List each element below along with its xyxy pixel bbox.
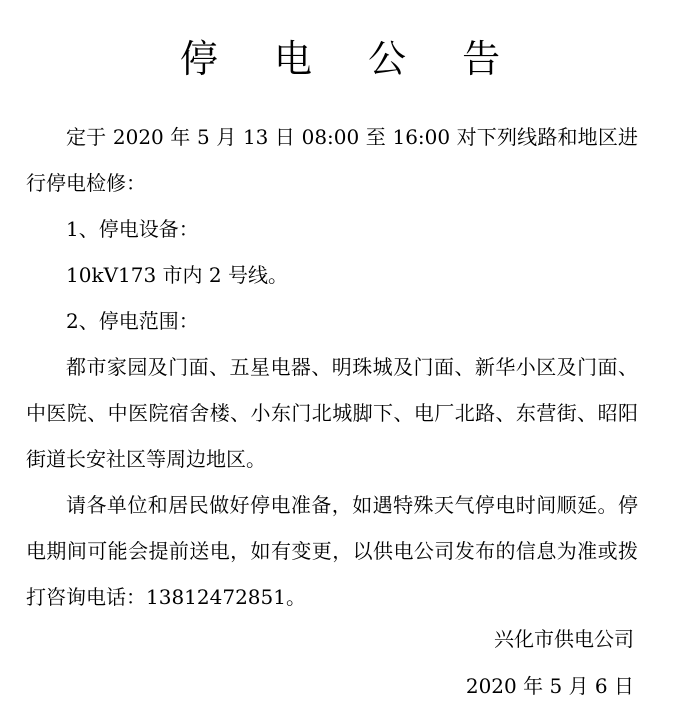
paragraph-scope: 都市家园及门面、五星电器、明珠城及门面、新华小区及门面、中医院、中医院宿舍楼、小东门北城脚下、电厂北路、东营街、昭阳街道长安社区等周边地区。 [26, 355, 638, 471]
paragraph-scope-heading: 2、停电范围： [66, 309, 199, 333]
paragraph-schedule: 定于 2020 年 5 月 13 日 08:00 至 16:00 对下列线路和地区进行停电检修： [26, 125, 638, 195]
paragraph-equipment-heading: 1、停电设备： [66, 217, 199, 241]
signature-organization: 兴化市供电公司 [494, 627, 634, 651]
paragraph-equipment: 10kV173 市内 2 号线。 [66, 263, 288, 287]
notice-body [26, 114, 638, 620]
paragraph-advice: 请各单位和居民做好停电准备，如遇特殊天气停电时间顺延。停电期间可能会提前送电，如有变更，以供电公司发布的信息为准或拨打咨询电话：13812472851。 [26, 493, 638, 609]
notice-title: 停 电 公 告 [179, 37, 523, 81]
signature-date: 2020 年 5 月 6 日 [465, 674, 634, 698]
